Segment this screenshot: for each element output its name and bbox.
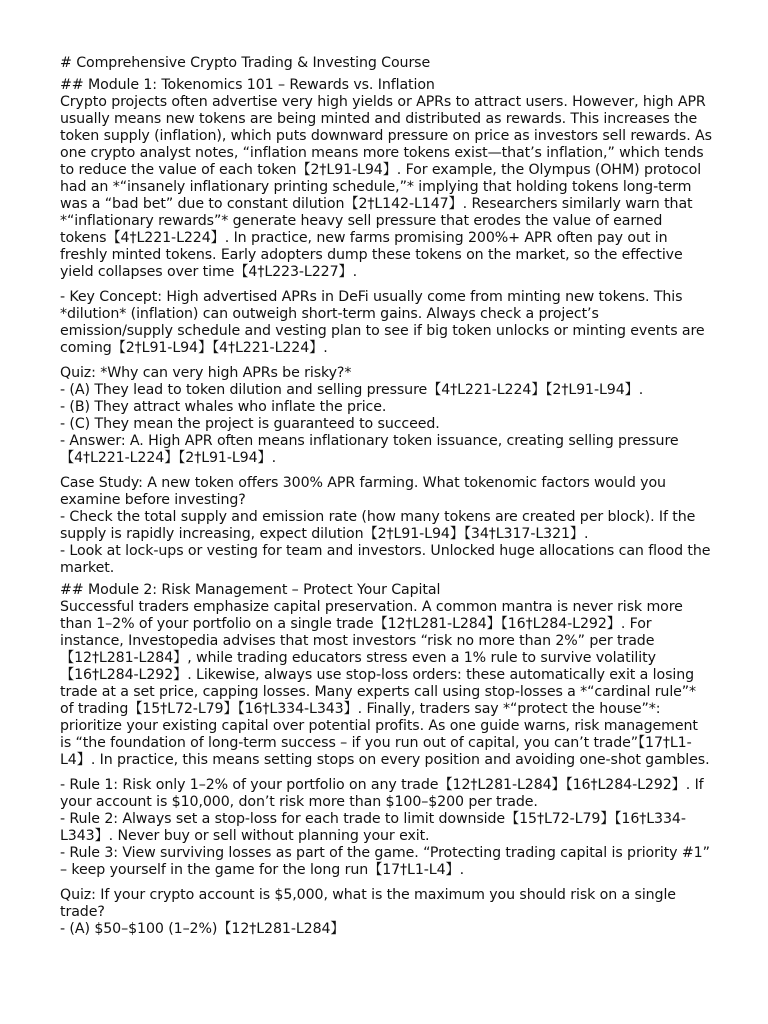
module-2-heading: ## Module 2: Risk Management – Protect Your Capital (60, 582, 441, 598)
quiz-option-a: - (A) $50–$100 (1–2%)【12†L281-L284】 (60, 921, 345, 937)
module-1-intro: Crypto projects often advertise very high yields or APRs to attract users. However, high APR usually means new tokens are being minted and distributed as rewards. This increases the token supply (inflation), which puts downward pressure on price as investors sell rewards. As one crypto analyst notes, “inflation means more tokens exist—that’s inflation,” which tends to reduce the value of each token【2†L91-L94】. For example, the Olympus (OHM) protocol had an *“insanely inflationary printing schedule,”* implying that holding tokens long-term was a “bad bet” due to constant dilution【2†L142-L147】. Researchers similarly warn that *“inflationary rewards”* generate heavy sell pressure that erodes the value of earned tokens【4†L221-L224】. In practice, new farms promising 200%+ APR often pay out in freshly minted tokens. Early adopters dump these tokens on the market, so the effective yield collapses over time【4†L223-L227】. (60, 94, 712, 280)
module-1-key-concept: - Key Concept: High advertised APRs in DeFi usually come from minting new tokens. This *dilution* (inflation) can outweigh short-term gains. Always check a project’s emission/supply schedule and vesting plan to see if big token unlocks or minting events are coming【2†L91-L94】【4†L221-L224】. (60, 289, 705, 356)
rule-item: - Rule 1: Risk only 1–2% of your portfolio on any trade【12†L281-L284】【16†L284-L292】. If your account is $10,000, don’t risk more than $100–$200 per trade. (60, 777, 708, 810)
module-2-intro: Successful traders emphasize capital preservation. A common mantra is never risk more than 1–2% of your portfolio on a single trade【12†L281-L284】【16†L284-L292】. For instance, Investopedia advises that most investors “risk no more than 2%” per trade【12†L281-L284】, while trading educators stress even a 1% rule to survive volatility【16†L284-L292】. Likewise, always use stop-loss orders: these automatically exit a losing trade at a set price, capping losses. Many experts call using stop-losses a *“cardinal rule”* of trading【15†L72-L79】【16†L334-L343】. Finally, traders say *“protect the house”*: prioritize your existing capital over potential profits. As one guide warns, risk management is “the foundation of long-term success – if you run out of capital, you can’t trade”【17†L1-L4】. In practice, this means setting stops on every position and avoiding one-shot gambles. (60, 599, 710, 768)
rule-item: - Rule 2: Always set a stop-loss for each trade to limit downside【15†L72-L79】【16†L334-L343】. Never buy or sell without planning your exit. (60, 811, 686, 844)
rule-item: - Rule 3: View surviving losses as part of the game. “Protecting trading capital is priority #1” – keep yourself in the game for the long run【17†L1-L4】. (60, 845, 715, 878)
case-study-prompt: Case Study: A new token offers 300% APR farming. What tokenomic factors would you examine before investing? (60, 475, 671, 508)
quiz-option-c: - (C) They mean the project is guaranteed to succeed. (60, 416, 440, 432)
module-1-case-study (60, 475, 715, 577)
document-page (60, 55, 715, 946)
module-2-quiz (60, 887, 712, 938)
quiz-answer: - Answer: A. High APR often means inflationary token issuance, creating selling pressure【4†L221-L224】【2†L91-L94】. (60, 433, 679, 466)
quiz-question: Quiz: *Why can very high APRs be risky?* (60, 365, 352, 381)
case-study-point: - Look at lock-ups or vesting for team and investors. Unlocked huge allocations can flood the market. (60, 543, 715, 576)
quiz-question: Quiz: If your crypto account is $5,000, what is the maximum you should risk on a single trade? (60, 887, 681, 920)
quiz-option-a: - (A) They lead to token dilution and selling pressure【4†L221-L224】【2†L91-L94】. (60, 382, 644, 398)
module-1-quiz (60, 365, 712, 467)
module-1-heading: ## Module 1: Tokenomics 101 – Rewards vs. Inflation (60, 77, 435, 93)
quiz-option-b: - (B) They attract whales who inflate the price. (60, 399, 387, 415)
module-2-rules (60, 777, 715, 879)
document-title: # Comprehensive Crypto Trading & Investing Course (60, 55, 431, 71)
case-study-point: - Check the total supply and emission rate (how many tokens are created per block). If the supply is rapidly increasing, expect dilution【2†L91-L94】【34†L317-L321】. (60, 509, 700, 542)
